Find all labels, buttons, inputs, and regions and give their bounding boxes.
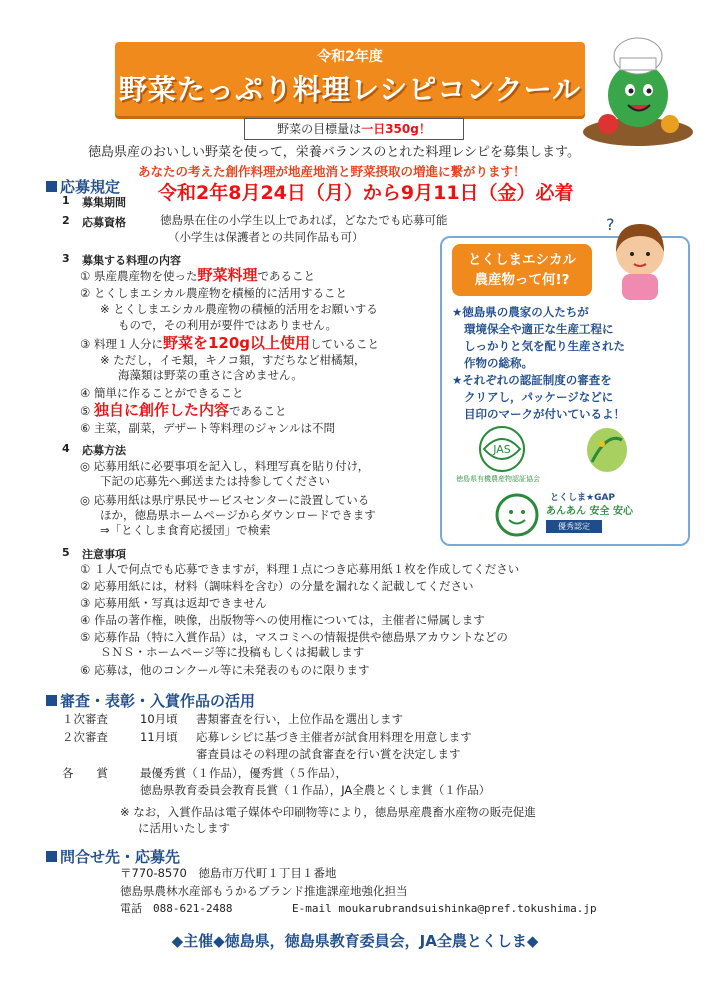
elig-label: 応募資格 <box>82 216 126 229</box>
title-banner <box>115 42 585 116</box>
note-6: ⑥ 応募は，他のコンクール等に未発表のものに限ります <box>80 663 370 677</box>
svg-text:?: ? <box>606 215 615 234</box>
section-heading-review: 審査・表彰・入賞作品の活用 <box>46 690 255 711</box>
elig-number: 2 <box>62 214 70 227</box>
jas-caption: 徳島県有機農産物認証協会 <box>456 475 540 483</box>
content-item-2-note-1: ※ とくしまエシカル農産物の積極的活用をお願いする <box>100 302 378 316</box>
review-2-text-1: 応募レシピに基づき主催者が試食用料理を用意します <box>196 730 472 744</box>
method-label: 応募方法 <box>82 444 126 457</box>
method-1a: ◎ 応募用紙に必要事項を記入し，料理写真を貼り付け， <box>80 459 370 473</box>
review-note-2: に活用いたします <box>138 821 230 835</box>
note-1: ① １人で何点でも応募できますが，料理１点につき応募用紙１枚を作成してください <box>80 562 520 576</box>
review-1-label: １次審査 <box>62 712 108 726</box>
page-title: 野菜たっぷり料理レシピコンクール <box>118 73 582 106</box>
intro-line-2: あなたの考えた創作料理が地産地消と野菜摂取の増進に繋がります！ <box>138 164 526 179</box>
method-2c: ⇒「とくしま食育応援団」で検索 <box>100 523 271 537</box>
contact-email[interactable]: E-mail moukarubrandsuishinka@pref.tokushima.jp <box>292 902 597 915</box>
note-5a: ⑤ 応募作品（特に入賞作品）は，マスコミへの情報提供や徳島県アカウントなどの <box>80 630 508 644</box>
leaf-mark-icon <box>580 422 634 482</box>
target-amount-box <box>244 118 464 140</box>
ethical-heading: とくしまエシカル 農産物って何!? <box>452 244 592 296</box>
square-bullet-icon <box>46 695 57 706</box>
content-item-3-note-1: ※ ただし，イモ類，キノコ類，すだちなど柑橘類， <box>100 353 366 367</box>
content-item-6: ⑥ 主菜，副菜，デザート等料理のジャンルは不問 <box>80 421 335 435</box>
period-value: 令和2年8月24日（月）から9月11日（金）必着 <box>158 182 574 204</box>
award-line-2: 徳島県教育委員会教育長賞（１作品），JA全農とくしま賞（１作品） <box>140 783 491 797</box>
target-prefix: 野菜の目標量は <box>277 122 362 136</box>
content-item-2-note-2: もので，その利用が要件ではありません。 <box>118 318 337 332</box>
gap-mascot-icon <box>494 492 540 538</box>
gap-badge: 優秀認定 <box>546 520 602 533</box>
ethical-description: ★徳島県の農家の人たちが 環境保全や適正な生産工程に しっかりと気を配り生産された 作物の総称。 ★それぞれの認証制度の審査を クリアし，パッケージなどに 目印のマークが付いているよ！ <box>452 305 625 421</box>
elig-text-1: 徳島県在住の小学生以上であれば，どなたでも応募可能 <box>160 213 448 227</box>
award-line-1: 最優秀賞（１作品），優秀賞（５作品）， <box>140 766 347 780</box>
square-bullet-icon <box>46 851 57 862</box>
contact-dept: 徳島県農林水産部もうかるブランド推進課産地強化担当 <box>120 884 408 898</box>
content-item-3: ③ 料理１人分に野菜を120g以上使用していること <box>80 334 380 352</box>
content-number: 3 <box>62 252 70 265</box>
method-number: 4 <box>62 442 70 455</box>
review-1-when: 10月頃 <box>140 712 178 726</box>
content-item-3-note-2: 海藻類は野菜の重さに含めません。 <box>118 368 303 382</box>
review-2-when: 11月頃 <box>140 730 178 744</box>
section-heading-apply: 応募規定 <box>46 176 120 197</box>
period-number: 1 <box>62 194 70 207</box>
elig-text-2: （小学生は保護者との共同作品も可） <box>168 230 364 244</box>
content-item-2: ② とくしまエシカル農産物を積極的に活用すること <box>80 286 347 300</box>
contact-phone: 電話 088-621-2488 <box>120 902 233 915</box>
square-bullet-icon <box>46 181 57 192</box>
gap-label: とくしま★GAP <box>550 493 616 503</box>
review-1-text: 書類審査を行い，上位作品を選出します <box>196 712 403 726</box>
notes-label: 注意事項 <box>82 548 126 561</box>
year-label: 令和2年度 <box>317 49 383 65</box>
method-2a: ◎ 応募用紙は県庁県民サービスセンターに設置している <box>80 493 370 507</box>
notes-number: 5 <box>62 546 70 559</box>
method-1b: 下記の応募先へ郵送または持参してください <box>100 474 330 488</box>
jas-logo-text: JAS <box>493 443 511 456</box>
award-label: 各 賞 <box>62 766 108 780</box>
sponsor-line: ◆主催◆徳島県，徳島県教育委員会，JA全農とくしま◆ <box>171 932 539 950</box>
intro-line-1: 徳島県産のおいしい野菜を使って，栄養バランスのとれた料理レシピを募集します。 <box>88 145 580 160</box>
girl-illustration <box>600 212 680 302</box>
content-item-1: ① 県産農産物を使った野菜料理であること <box>80 266 315 284</box>
review-2-label: ２次審査 <box>62 730 108 744</box>
period-label: 募集期間 <box>82 196 126 209</box>
chef-mascot-illustration <box>578 20 698 150</box>
content-item-4: ④ 簡単に作ることができること <box>80 386 244 400</box>
target-value: 一日350g！ <box>361 122 431 136</box>
note-2: ② 応募用紙には，材料（調味料を含む）の分量を漏れなく記載してください <box>80 579 474 593</box>
note-4: ④ 作品の著作権，映像，出版物等への使用権については，主催者に帰属します <box>80 613 485 627</box>
contact-postal: 〒770-8570 徳島市万代町１丁目１番地 <box>120 866 337 880</box>
jas-logo-icon <box>462 424 542 474</box>
note-3: ③ 応募用紙・写真は返却できません <box>80 596 267 610</box>
content-label: 募集する料理の内容 <box>82 254 181 267</box>
section-heading-contact: 問合せ先・応募先 <box>46 846 180 867</box>
review-note-1: ※ なお，入賞作品は電子媒体や印刷物等により，徳島県産農畜水産物の販売促進 <box>120 805 536 819</box>
gap-sub: あんあん 安全 安心 <box>546 506 633 517</box>
review-2-text-2: 審査員はその料理の試食審査を行い賞を決定します <box>196 747 461 761</box>
content-item-5: ⑤ 独自に創作した内容であること <box>80 401 287 419</box>
method-2b: ほか，徳島県ホームページからダウンロードできます <box>100 508 376 522</box>
ethical-info-box <box>440 215 690 546</box>
note-5b: ＳＮＳ・ホームページ等に投稿もしくは掲載します <box>100 645 365 659</box>
